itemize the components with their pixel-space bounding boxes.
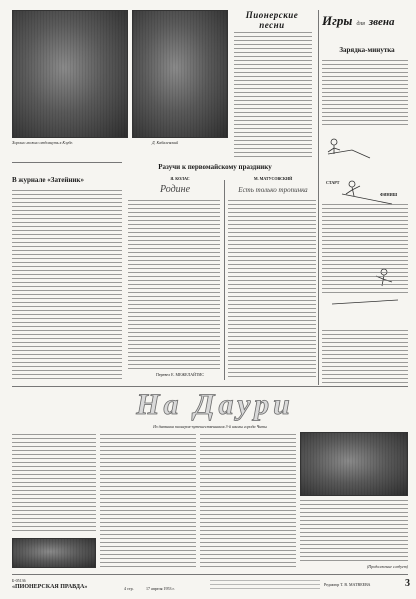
sketch-figure-head-2 xyxy=(349,181,355,187)
footer-printer-info: Б-05136 xyxy=(12,578,26,583)
poem-author-left: Я. КОЛАС xyxy=(170,176,190,181)
right-column-divider xyxy=(318,10,319,385)
photo-musicians xyxy=(132,10,228,138)
sketch-line-3 xyxy=(332,300,398,304)
poem-credit-left: Перевел Е. МЕЖЕЛАЙТИС xyxy=(156,372,204,377)
pioneer-songs-text xyxy=(234,32,312,160)
poem-author-right: М. МАТУСОВСКИЙ xyxy=(253,176,293,181)
footer-imprint-text xyxy=(210,580,320,590)
games-outro-text xyxy=(322,330,408,384)
games-heading-word-1: Игры xyxy=(322,13,353,28)
zaryadka-title: Зарядка-минутка xyxy=(339,46,395,54)
footer-masthead: «ПИОНЕРСКАЯ ПРАВДА» xyxy=(12,584,88,590)
banner-title: На Даури xyxy=(136,388,294,421)
article-photo-landscape xyxy=(300,432,408,496)
poem-title-right: Есть только тропинка xyxy=(238,186,308,194)
article-col-2-text xyxy=(100,434,196,570)
games-heading xyxy=(322,12,408,34)
games-heading-word-3: звена xyxy=(368,16,395,28)
article-col-1-text xyxy=(12,434,96,534)
sketch-figure-head-1 xyxy=(331,139,337,145)
sketch-label-start: СТАРТ xyxy=(326,180,340,185)
photo-pioneers xyxy=(12,10,128,138)
photo-caption-left: Хорошо можно отдохнуть в Клубе. xyxy=(12,140,74,145)
continued-note: (Продолжение следует) xyxy=(366,564,408,569)
sketch-figure-body-2 xyxy=(346,186,360,196)
banner-top-rule xyxy=(12,386,408,387)
poem-divider xyxy=(224,180,225,380)
journal-text xyxy=(12,190,122,380)
footer-rule xyxy=(12,574,408,575)
poem-left-text xyxy=(128,200,220,370)
journal-title: В журнале «Затейник» xyxy=(12,176,84,184)
sketch-label-finish: ФИНИШ xyxy=(380,192,398,197)
footer-editor: Редактор Т. В. МАТВЕЕВА xyxy=(324,582,371,587)
photo-caption-right: Д. Кабалевский xyxy=(152,140,179,145)
games-heading-word-2: для xyxy=(356,21,365,27)
poem-title-left: Родине xyxy=(159,184,191,195)
games-intro-text xyxy=(322,60,408,126)
poem-right-text xyxy=(228,200,316,380)
footer-issue-info: 4 стр. xyxy=(124,586,134,591)
pioneer-songs-heading: Пионерские песни xyxy=(245,10,299,30)
banner-subtitle: Из дневника пионеров-путешественников 3-й школы города Читы xyxy=(153,424,267,429)
footer-date: 17 апреля 1953 г. xyxy=(146,586,175,591)
page-number: 3 xyxy=(405,578,410,589)
games-rules-text xyxy=(322,204,408,296)
subheading-may-day: Разучи к первомайскому празднику xyxy=(158,163,272,171)
article-photo-small xyxy=(12,538,96,568)
article-col-4-text xyxy=(300,500,408,562)
article-col-3-text xyxy=(200,434,296,570)
left-top-rule xyxy=(12,162,122,163)
